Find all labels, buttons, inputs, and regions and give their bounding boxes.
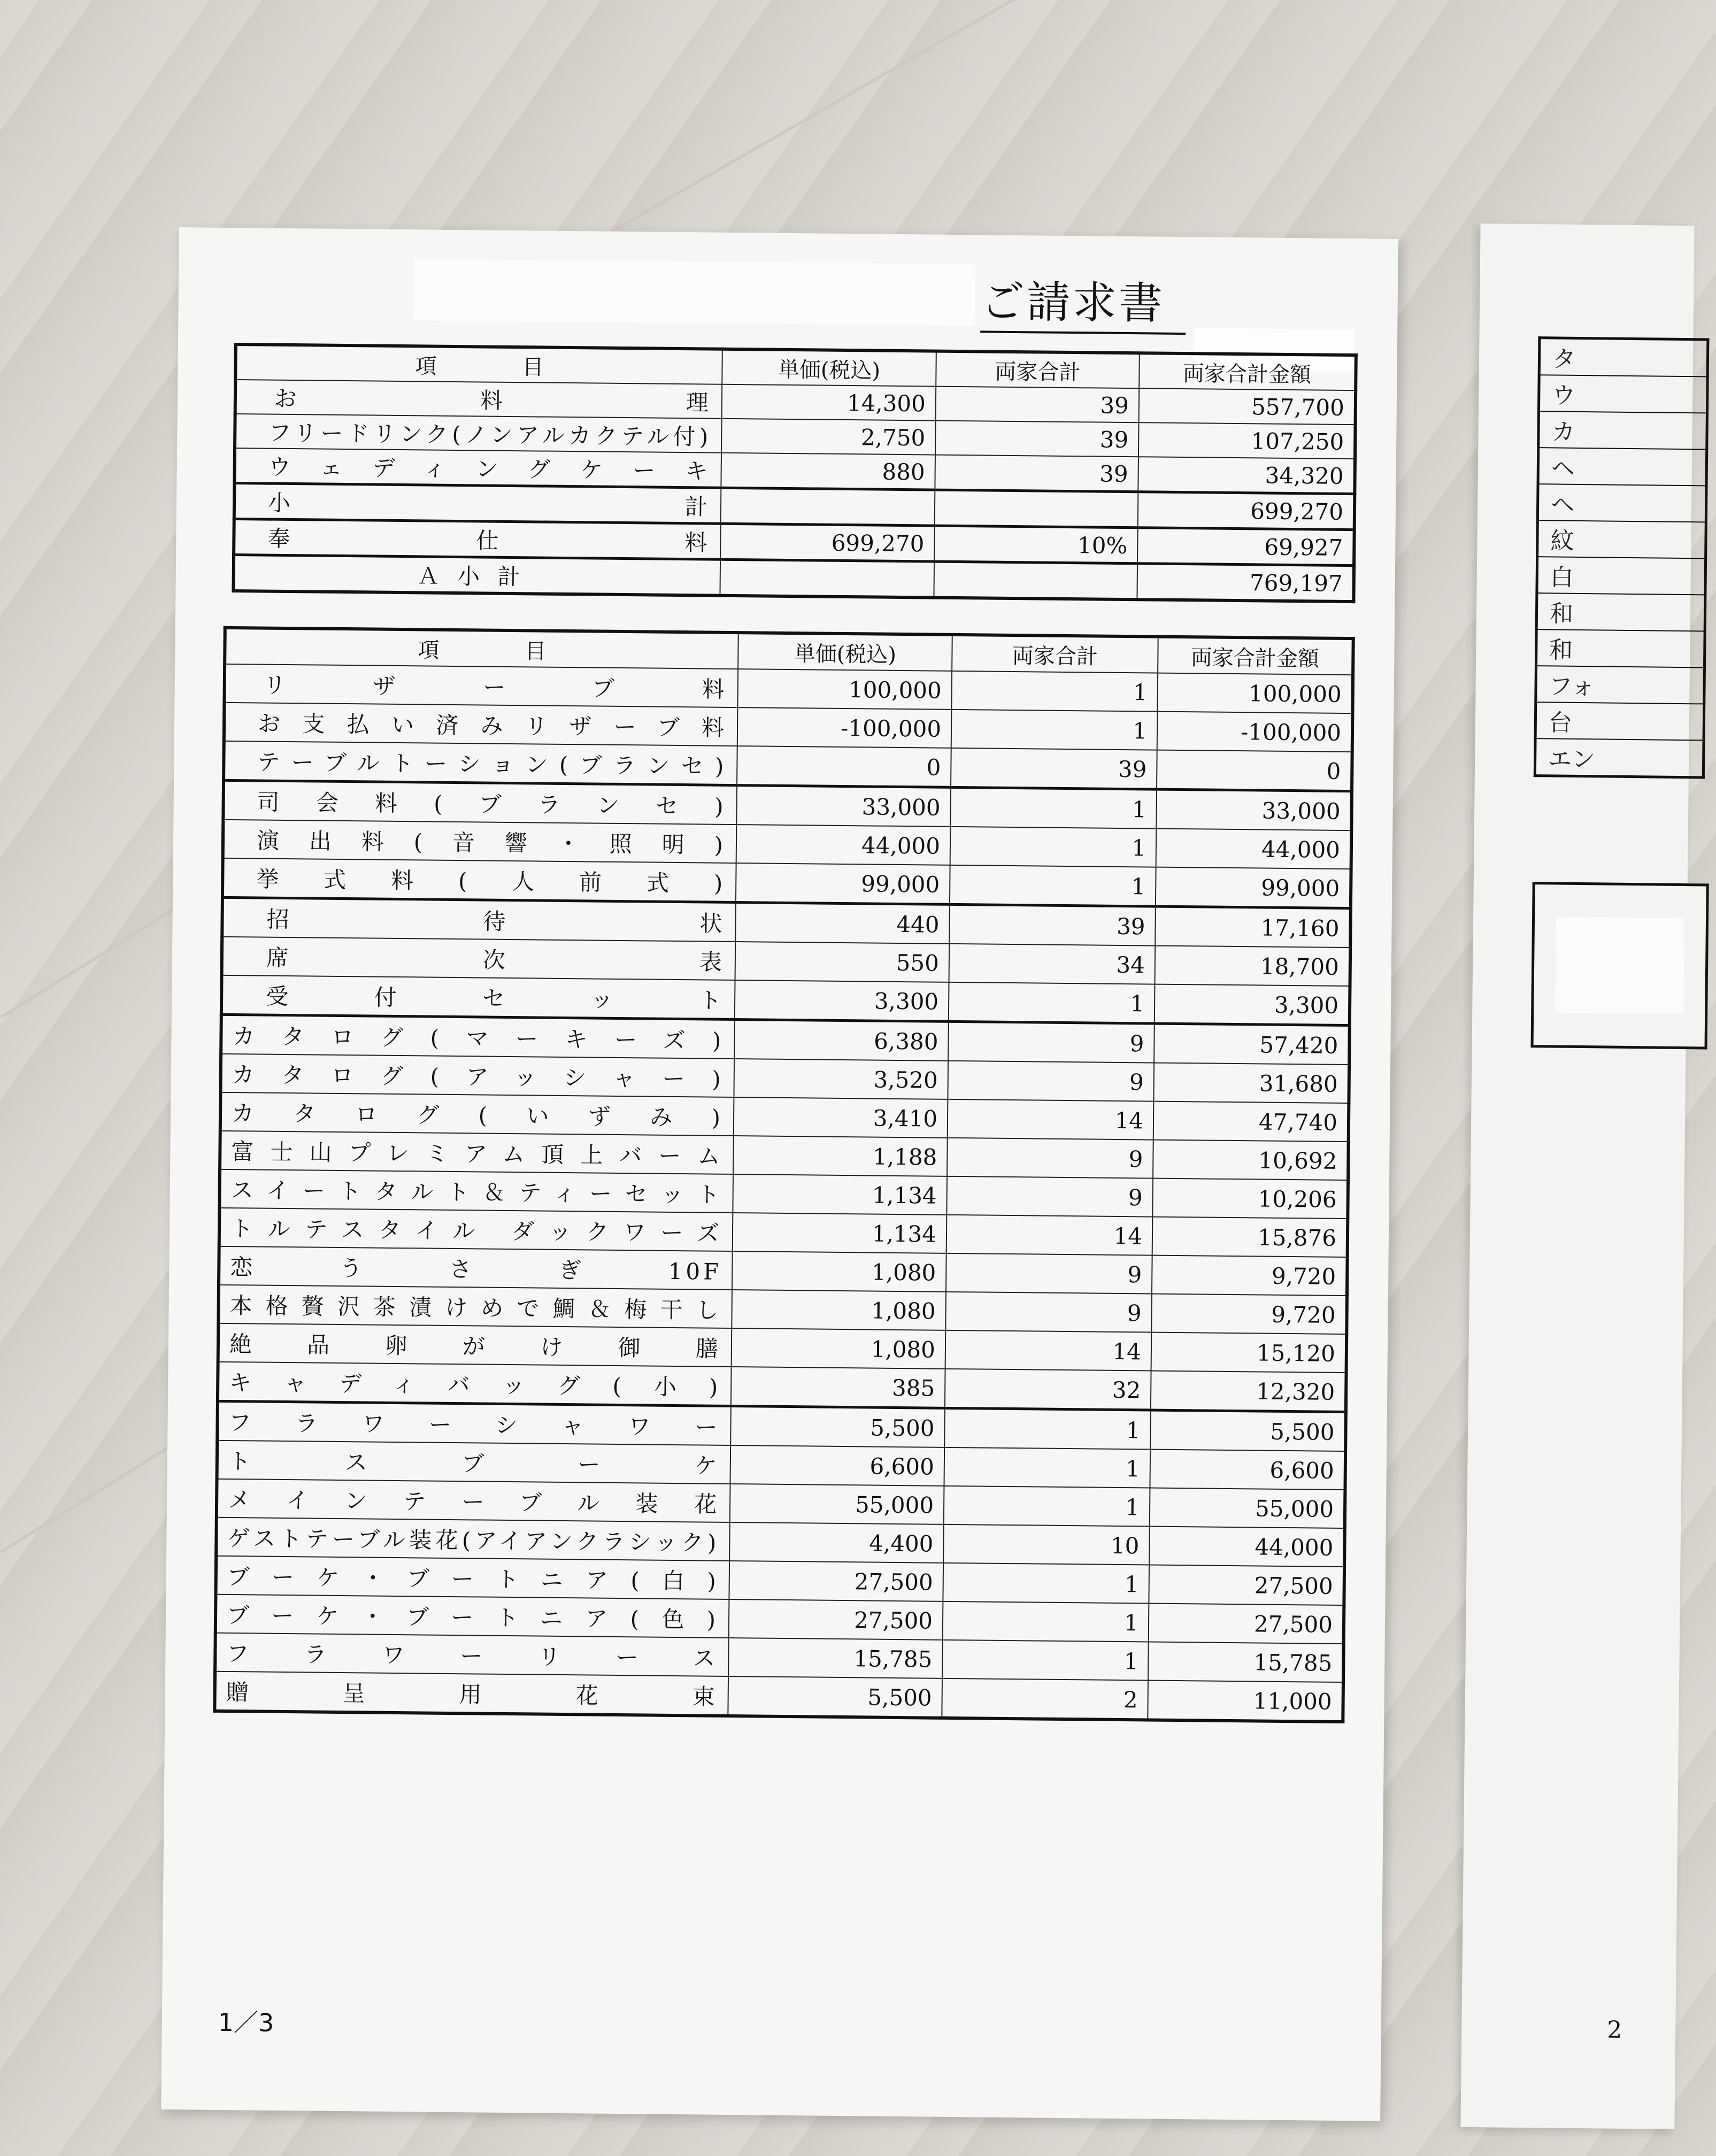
next-sheet-item: タ — [1539, 338, 1708, 377]
row-amount: 33,000 — [1156, 789, 1352, 830]
row-item: トルテスタイル ダックワーズ — [219, 1208, 733, 1251]
row-unit-price: 3,520 — [734, 1059, 948, 1099]
row-quantity: 9 — [947, 1138, 1153, 1179]
next-sheet-table — [1534, 336, 1710, 779]
next-sheet-item: 白 — [1537, 557, 1706, 595]
row-item: カタログ(いずみ) — [220, 1092, 734, 1136]
row-unit-price — [721, 488, 935, 526]
next-sheet-row — [1538, 411, 1707, 449]
row-item: 絶品卵がけ御膳 — [218, 1323, 732, 1367]
row-amount: 6,600 — [1150, 1450, 1345, 1490]
redacted-name — [413, 259, 975, 326]
column-header-item: 項 目 — [225, 628, 738, 669]
column-header-quantity: 両家合計 — [952, 635, 1158, 673]
next-sheet-summary-box — [1531, 882, 1709, 1049]
next-sheet-item: フォ — [1536, 666, 1705, 704]
row-unit-price: 2,750 — [721, 419, 936, 455]
subtotal-a-label: Ａ 小 計 — [233, 555, 720, 596]
row-quantity — [935, 490, 1138, 528]
row-unit-price: 1,188 — [733, 1136, 948, 1176]
row-unit-price: 15,785 — [728, 1638, 943, 1678]
row-quantity: 9 — [946, 1253, 1152, 1294]
next-sheet-item: ウ — [1538, 375, 1707, 413]
row-item: トスブーケ — [217, 1441, 731, 1484]
row-amount: 9,720 — [1152, 1256, 1348, 1296]
next-sheet-row — [1539, 338, 1708, 377]
row-amount: 27,500 — [1149, 1565, 1344, 1606]
row-quantity: 32 — [945, 1369, 1151, 1410]
row-unit-price: 100,000 — [737, 669, 952, 710]
row-quantity: 10 — [943, 1524, 1150, 1565]
next-invoice-sheet — [1460, 224, 1694, 2129]
next-sheet-item: ヘ — [1538, 448, 1707, 486]
row-quantity: 2 — [942, 1678, 1148, 1720]
row-unit-price: 1,080 — [732, 1251, 947, 1292]
row-item: キャディバッグ(小) — [218, 1362, 732, 1406]
next-sheet-row — [1536, 666, 1705, 704]
row-amount: 107,250 — [1138, 422, 1356, 459]
next-sheet-row — [1536, 593, 1705, 631]
document-title: ご請求書 — [980, 267, 1186, 335]
row-unit-price: 6,600 — [730, 1445, 944, 1486]
row-unit-price: 699,270 — [720, 523, 935, 561]
row-quantity: 9 — [948, 1061, 1154, 1102]
row-amount: 0 — [1157, 750, 1352, 791]
subtotal-a-amount: 769,197 — [1137, 564, 1354, 602]
page-number: 1／3 — [218, 2007, 274, 2037]
row-unit-price: 5,500 — [730, 1406, 945, 1447]
row-quantity: 39 — [949, 904, 1156, 945]
row-quantity: 10% — [934, 526, 1138, 564]
redacted-area — [1555, 917, 1684, 1015]
row-amount: 57,420 — [1154, 1023, 1350, 1065]
row-quantity: 1 — [949, 982, 1155, 1023]
next-sheet-item: 紋 — [1537, 520, 1706, 558]
row-unit-price: 44,000 — [736, 825, 951, 865]
next-sheet-item: ヘ — [1537, 484, 1706, 522]
row-quantity: 14 — [948, 1099, 1154, 1140]
row-amount: 44,000 — [1149, 1527, 1345, 1567]
row-quantity: 39 — [935, 455, 1138, 492]
invoice-table-a — [232, 343, 1357, 603]
row-item: 富士山プレミアム頂上バーム — [220, 1131, 734, 1174]
row-unit-price: 27,500 — [729, 1599, 943, 1640]
row-item: 贈呈用花束 — [214, 1672, 728, 1716]
row-quantity: 1 — [944, 1408, 1151, 1449]
row-quantity: 1 — [944, 1447, 1150, 1488]
row-unit-price: -100,000 — [737, 707, 952, 748]
row-quantity: 1 — [943, 1563, 1149, 1604]
row-item: お支払い済みリザーブ料 — [224, 703, 738, 746]
row-unit-price: 3,300 — [735, 980, 949, 1021]
row-unit-price: 1,134 — [733, 1213, 947, 1253]
row-amount: 5,500 — [1150, 1410, 1346, 1451]
row-unit-price: 55,000 — [730, 1484, 944, 1524]
row-amount: 10,692 — [1153, 1140, 1349, 1181]
next-sheet-row — [1535, 738, 1704, 777]
row-unit-price: 1,080 — [732, 1328, 946, 1369]
next-sheet-item: エン — [1535, 738, 1704, 777]
row-item: リザーブ料 — [224, 664, 738, 707]
row-unit-price: 27,500 — [729, 1561, 943, 1601]
row-amount: 31,680 — [1153, 1063, 1349, 1104]
next-sheet-row — [1537, 484, 1706, 522]
row-unit-price: 3,410 — [734, 1097, 948, 1138]
row-amount: 9,720 — [1151, 1294, 1347, 1335]
row-quantity: 1 — [950, 865, 1156, 906]
subtotal-a-quantity — [934, 561, 1137, 599]
row-unit-price: 1,134 — [733, 1174, 947, 1215]
column-header-quantity: 両家合計 — [936, 351, 1140, 389]
row-quantity: 1 — [942, 1640, 1149, 1681]
row-item: 奉仕料 — [234, 519, 721, 560]
row-unit-price: 4,400 — [729, 1522, 944, 1563]
next-sheet-row — [1537, 557, 1706, 595]
row-item: 席次表 — [222, 937, 736, 980]
row-item: 恋うさぎ10F — [219, 1246, 733, 1290]
row-unit-price: 33,000 — [736, 786, 951, 827]
row-amount: -100,000 — [1157, 712, 1353, 752]
row-item: フラワーシャワー — [217, 1401, 731, 1445]
row-quantity: 1 — [943, 1601, 1149, 1642]
subtotal-a-unit-price — [720, 559, 934, 597]
row-unit-price: 99,000 — [736, 863, 950, 904]
row-quantity: 39 — [935, 421, 1139, 457]
floor-seam — [598, 0, 1016, 241]
row-unit-price: 440 — [735, 903, 950, 944]
row-item: ブーケ・ブートニア(白) — [216, 1556, 729, 1599]
row-item: 挙式料(人前式) — [222, 858, 736, 903]
row-item: メインテーブル装花 — [217, 1479, 730, 1522]
next-sheet-item: 和 — [1536, 593, 1705, 631]
row-amount: 15,876 — [1152, 1217, 1348, 1258]
row-quantity: 39 — [936, 387, 1140, 423]
row-quantity: 39 — [951, 748, 1157, 789]
row-amount: 3,300 — [1155, 984, 1350, 1026]
row-unit-price: 5,500 — [728, 1676, 942, 1718]
row-item: 招待状 — [222, 897, 736, 942]
row-amount: 47,740 — [1153, 1102, 1349, 1142]
row-amount: 18,700 — [1155, 946, 1350, 987]
next-sheet-item: 和 — [1536, 629, 1705, 667]
row-amount: 27,500 — [1149, 1604, 1344, 1644]
row-quantity: 1 — [950, 827, 1157, 867]
row-quantity: 9 — [945, 1292, 1152, 1333]
row-amount: 100,000 — [1157, 673, 1353, 714]
row-item: フラワーリース — [215, 1633, 729, 1676]
next-sheet-page-number: 2 — [1607, 2016, 1622, 2044]
row-unit-price: 14,300 — [722, 384, 936, 421]
row-amount: 99,000 — [1156, 867, 1351, 908]
next-sheet-row — [1538, 375, 1707, 413]
row-unit-price: 385 — [731, 1367, 945, 1408]
row-amount: 55,000 — [1150, 1488, 1345, 1529]
next-sheet-row — [1537, 520, 1706, 558]
row-quantity: 1 — [951, 671, 1158, 712]
next-sheet-item: 台 — [1535, 702, 1704, 740]
row-amount: 557,700 — [1139, 388, 1356, 425]
row-item: 受付セット — [221, 975, 735, 1020]
row-amount: 699,270 — [1138, 492, 1355, 530]
next-sheet-row — [1536, 629, 1705, 667]
row-item: スイートタルト＆ティーセット — [219, 1169, 733, 1213]
next-sheet-row — [1538, 448, 1707, 486]
row-item: 本格贅沢茶漬けめで鯛＆梅干し — [218, 1285, 732, 1328]
row-unit-price: 0 — [737, 746, 951, 787]
row-quantity: 14 — [947, 1215, 1153, 1256]
row-amount: 11,000 — [1148, 1681, 1343, 1722]
row-item: ウェディングケーキ — [234, 448, 721, 488]
row-item: ブーケ・ブートニア(色) — [216, 1595, 729, 1638]
row-unit-price: 1,080 — [732, 1290, 946, 1330]
row-unit-price: 880 — [721, 453, 935, 490]
next-sheet-item: カ — [1538, 411, 1707, 449]
row-item: ゲストテーブル装花(アイアンクラシック) — [216, 1518, 730, 1561]
row-quantity: 9 — [947, 1176, 1153, 1217]
row-item: 小計 — [234, 483, 721, 524]
next-sheet-row — [1535, 702, 1704, 740]
row-amount: 10,206 — [1152, 1179, 1348, 1219]
row-amount: 34,320 — [1138, 457, 1355, 494]
row-unit-price: 550 — [735, 942, 950, 982]
invoice-sheet — [161, 227, 1398, 2121]
row-item: テーブルトーション(ブランセ) — [224, 741, 737, 786]
row-quantity: 14 — [945, 1330, 1152, 1371]
row-item: お料理 — [235, 380, 722, 419]
row-amount: 12,320 — [1151, 1371, 1346, 1412]
row-amount: 15,120 — [1151, 1333, 1347, 1373]
row-unit-price: 6,380 — [734, 1020, 949, 1061]
row-item: 司会料(ブランセ) — [223, 780, 737, 825]
row-amount: 17,160 — [1155, 906, 1351, 948]
column-header-unit-price: 単価(税込) — [738, 633, 952, 671]
row-item: 演出料(音響・照明) — [223, 820, 737, 863]
column-header-amount: 両家合計金額 — [1139, 353, 1356, 390]
row-quantity: 1 — [950, 787, 1157, 828]
column-header-unit-price: 単価(税込) — [722, 349, 936, 387]
row-item: カタログ(マーキーズ) — [221, 1014, 735, 1059]
column-header-amount: 両家合計金額 — [1158, 637, 1353, 675]
row-amount: 44,000 — [1156, 829, 1352, 869]
row-quantity: 9 — [948, 1021, 1155, 1062]
invoice-table-b — [213, 626, 1355, 1723]
row-quantity: 1 — [944, 1486, 1150, 1527]
row-item: フリードリンク(ノンアルカクテル付) — [235, 414, 722, 453]
row-amount: 69,927 — [1137, 528, 1355, 566]
column-header-item: 項 目 — [235, 344, 722, 384]
row-quantity: 1 — [951, 710, 1158, 750]
row-quantity: 34 — [949, 944, 1156, 984]
row-item: カタログ(アッシャー) — [220, 1054, 734, 1097]
row-amount: 15,785 — [1148, 1642, 1344, 1683]
